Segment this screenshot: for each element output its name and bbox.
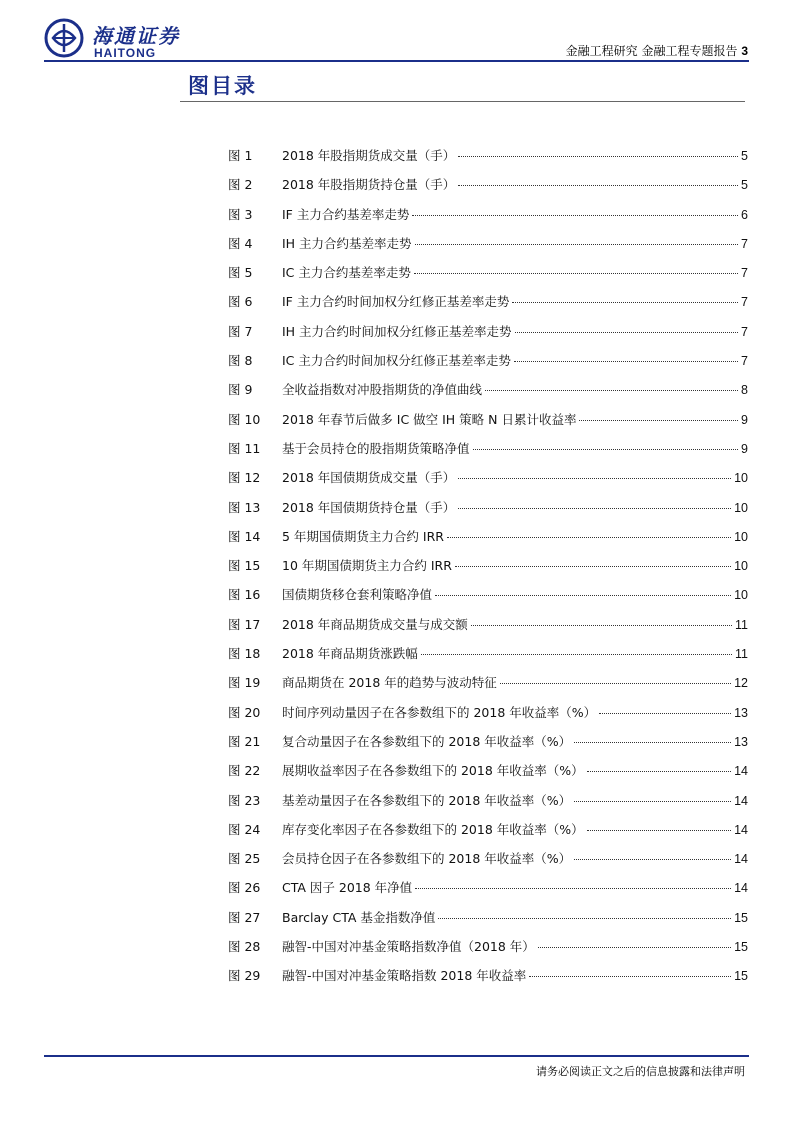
toc-page-number: 5 xyxy=(741,149,748,163)
toc-entry[interactable] xyxy=(228,263,748,292)
toc-entry[interactable] xyxy=(228,498,748,527)
toc-figure-label: 图 8 xyxy=(228,353,253,369)
toc-leader-dots xyxy=(587,771,731,772)
toc-figure-title: 基于会员持仓的股指期货策略净值 xyxy=(282,440,470,456)
toc-figure-label: 图 2 xyxy=(228,177,253,193)
toc-page-number: 7 xyxy=(741,295,748,310)
toc-page-number: 15 xyxy=(734,910,748,925)
toc-figure-label: 图 25 xyxy=(228,851,261,867)
toc-entry[interactable] xyxy=(228,849,748,878)
toc-figure-label: 图 14 xyxy=(228,528,261,544)
toc-entry[interactable] xyxy=(228,205,748,234)
toc-page-number: 15 xyxy=(734,969,748,984)
toc-entry[interactable] xyxy=(228,878,748,907)
toc-leader-dots xyxy=(514,361,738,362)
toc-page-number: 10 xyxy=(734,588,748,603)
toc-page-number: 8 xyxy=(741,383,748,398)
toc-page-number: 10 xyxy=(734,471,748,486)
toc-page-number: 10 xyxy=(734,559,748,574)
toc-leader-dots xyxy=(447,537,731,538)
toc-entry[interactable] xyxy=(228,439,748,468)
toc-figure-title: 时间序列动量因子在各参数组下的 2018 年收益率（%） xyxy=(282,704,597,720)
toc-page-number: 14 xyxy=(734,793,748,808)
toc-entry[interactable] xyxy=(228,644,748,673)
haitong-logo xyxy=(44,18,204,62)
toc-figure-title: IC 主力合约基差率走势 xyxy=(282,265,411,281)
toc-entry[interactable] xyxy=(228,410,748,439)
toc-leader-dots xyxy=(435,595,731,596)
toc-figure-label: 图 19 xyxy=(228,675,261,691)
toc-page-number: 13 xyxy=(734,734,748,749)
toc-figure-title: 融智-中国对冲基金策略指数 2018 年收益率 xyxy=(282,968,527,984)
toc-leader-dots xyxy=(579,420,738,421)
toc-page-number: 12 xyxy=(734,676,748,691)
toc-entry[interactable] xyxy=(228,615,748,644)
toc-figure-title: 10 年期国债期货主力合约 IRR xyxy=(282,558,452,574)
toc-page-number: 9 xyxy=(741,412,748,427)
toc-leader-dots xyxy=(458,185,738,186)
report-header xyxy=(566,42,748,59)
toc-page-number: 6 xyxy=(741,207,748,222)
toc-page-number: 11 xyxy=(735,617,748,632)
toc-figure-title: 2018 年股指期货成交量（手） xyxy=(282,148,456,163)
toc-figure-title: 2018 年商品期货涨跌幅 xyxy=(282,646,418,662)
toc-figure-label: 图 21 xyxy=(228,733,261,749)
toc-entry[interactable] xyxy=(228,732,748,761)
toc-page-number: 7 xyxy=(741,324,748,339)
toc-leader-dots xyxy=(471,625,732,626)
toc-page-number: 10 xyxy=(734,500,748,515)
toc-figure-title: 全收益指数对冲股指期货的净值曲线 xyxy=(282,382,483,398)
toc-entry[interactable] xyxy=(228,322,748,351)
section-divider xyxy=(180,101,745,102)
toc-leader-dots xyxy=(587,830,731,831)
toc-figure-label: 图 18 xyxy=(228,646,261,662)
toc-leader-dots xyxy=(500,683,731,684)
toc-page-number: 14 xyxy=(734,764,748,779)
toc-figure-title: CTA 因子 2018 年净值 xyxy=(282,880,413,896)
haitong-logo-icon xyxy=(44,18,84,58)
toc-leader-dots xyxy=(473,449,739,450)
toc-leader-dots xyxy=(599,713,731,714)
toc-figure-label: 图 26 xyxy=(228,880,261,896)
toc-page-number: 14 xyxy=(734,881,748,896)
toc-figure-label: 图 4 xyxy=(228,235,253,251)
footer-divider xyxy=(44,1055,749,1057)
toc-figure-label: 图 16 xyxy=(228,587,261,603)
toc-figure-label: 图 7 xyxy=(228,323,253,339)
toc-leader-dots xyxy=(415,244,738,245)
toc-page-number: 14 xyxy=(734,852,748,867)
toc-figure-title: 2018 年商品期货成交量与成交额 xyxy=(282,616,468,632)
toc-entry[interactable] xyxy=(228,820,748,849)
toc-leader-dots xyxy=(574,801,731,802)
toc-entry[interactable] xyxy=(228,585,748,614)
toc-entry[interactable] xyxy=(228,673,748,702)
toc-leader-dots xyxy=(414,273,738,274)
report-type: 金融工程研究 xyxy=(565,44,638,58)
toc-figure-title: 2018 年春节后做多 IC 做空 IH 策略 N 日累计收益率 xyxy=(282,411,577,427)
toc-figure-label: 图 23 xyxy=(228,792,261,808)
toc-figure-title: 2018 年国债期货成交量（手） xyxy=(282,470,456,486)
toc-leader-dots xyxy=(485,390,738,391)
toc-figure-label: 图 3 xyxy=(228,206,253,222)
toc-leader-dots xyxy=(458,478,731,479)
toc-leader-dots xyxy=(529,976,731,977)
toc-figure-title: 融智-中国对冲基金策略指数净值（2018 年） xyxy=(282,939,535,955)
toc-figure-title: IF 主力合约基差率走势 xyxy=(282,206,410,222)
toc-page-number: 14 xyxy=(734,822,748,837)
toc-figure-label: 图 11 xyxy=(228,440,261,456)
figure-list xyxy=(228,146,748,996)
toc-figure-label: 图 15 xyxy=(228,558,261,574)
toc-leader-dots xyxy=(538,947,731,948)
toc-figure-label: 图 1 xyxy=(228,148,253,163)
logo-english-name: HAITONG xyxy=(94,46,157,60)
toc-page-number: 13 xyxy=(734,705,748,720)
toc-figure-label: 图 22 xyxy=(228,763,261,779)
toc-leader-dots xyxy=(458,508,731,509)
toc-figure-title: 库存变化率因子在各参数组下的 2018 年收益率（%） xyxy=(282,821,584,837)
report-subtype: 金融工程专题报告 xyxy=(641,44,738,58)
toc-figure-title: IC 主力合约时间加权分红修正基差率走势 xyxy=(282,353,511,369)
toc-figure-title: 国债期货移仓套利策略净值 xyxy=(282,587,433,603)
toc-leader-dots xyxy=(512,302,738,303)
toc-figure-label: 图 6 xyxy=(228,294,253,310)
toc-figure-title: 基差动量因子在各参数组下的 2018 年收益率（%） xyxy=(282,792,572,808)
toc-figure-label: 图 24 xyxy=(228,821,261,837)
toc-figure-label: 图 29 xyxy=(228,968,261,984)
toc-figure-title: 商品期货在 2018 年的趋势与波动特征 xyxy=(282,675,497,691)
toc-figure-title: 2018 年股指期货持仓量（手） xyxy=(282,177,456,193)
toc-page-number: 7 xyxy=(741,236,748,251)
footer-disclaimer: 请务必阅读正文之后的信息披露和法律声明 xyxy=(536,1065,745,1078)
toc-figure-title: 2018 年国债期货持仓量（手） xyxy=(282,499,456,515)
toc-leader-dots xyxy=(415,888,731,889)
toc-leader-dots xyxy=(574,742,731,743)
toc-page-number: 9 xyxy=(741,441,748,456)
toc-page-number: 7 xyxy=(741,266,748,281)
toc-entry[interactable] xyxy=(228,703,748,732)
toc-page-number: 5 xyxy=(741,178,748,193)
toc-entry[interactable] xyxy=(228,380,748,409)
toc-entry[interactable] xyxy=(228,966,748,995)
toc-leader-dots xyxy=(412,215,738,216)
toc-figure-title: Barclay CTA 基金指数净值 xyxy=(282,909,436,925)
toc-figure-title: 会员持仓因子在各参数组下的 2018 年收益率（%） xyxy=(282,851,572,867)
toc-page-number: 15 xyxy=(734,940,748,955)
toc-entry[interactable] xyxy=(228,351,748,380)
toc-entry[interactable] xyxy=(228,234,748,263)
page-number: 3 xyxy=(741,44,748,58)
toc-figure-title: 复合动量因子在各参数组下的 2018 年收益率（%） xyxy=(282,733,572,749)
toc-figure-title: IH 主力合约时间加权分红修正基差率走势 xyxy=(282,323,512,339)
toc-entry[interactable] xyxy=(228,146,748,175)
toc-figure-label: 图 12 xyxy=(228,470,261,486)
toc-figure-label: 图 27 xyxy=(228,909,261,925)
toc-page-number: 10 xyxy=(734,529,748,544)
toc-leader-dots xyxy=(574,859,731,860)
toc-figure-label: 图 10 xyxy=(228,411,261,427)
logo-chinese-name: 海通证券 xyxy=(92,24,180,48)
toc-figure-title: IH 主力合约基差率走势 xyxy=(282,235,412,251)
toc-entry[interactable] xyxy=(228,908,748,937)
toc-figure-label: 图 13 xyxy=(228,499,261,515)
section-title: 图目录 xyxy=(188,74,257,98)
toc-figure-label: 图 17 xyxy=(228,616,261,632)
header-divider xyxy=(44,60,749,62)
toc-figure-label: 图 5 xyxy=(228,265,253,281)
toc-leader-dots xyxy=(438,918,731,919)
toc-page-number: 11 xyxy=(735,647,748,662)
toc-figure-label: 图 20 xyxy=(228,704,261,720)
toc-entry[interactable] xyxy=(228,175,748,204)
toc-entry[interactable] xyxy=(228,527,748,556)
toc-leader-dots xyxy=(455,566,731,567)
toc-leader-dots xyxy=(421,654,732,655)
toc-entry[interactable] xyxy=(228,937,748,966)
toc-figure-title: 5 年期国债期货主力合约 IRR xyxy=(282,528,444,544)
toc-page-number: 7 xyxy=(741,354,748,369)
toc-entry[interactable] xyxy=(228,292,748,321)
toc-figure-label: 图 9 xyxy=(228,382,253,398)
toc-figure-title: 展期收益率因子在各参数组下的 2018 年收益率（%） xyxy=(282,763,584,779)
toc-entry[interactable] xyxy=(228,791,748,820)
toc-entry[interactable] xyxy=(228,468,748,497)
toc-figure-title: IF 主力合约时间加权分红修正基差率走势 xyxy=(282,294,510,310)
toc-leader-dots xyxy=(515,332,738,333)
toc-entry[interactable] xyxy=(228,556,748,585)
toc-leader-dots xyxy=(458,156,738,157)
toc-figure-label: 图 28 xyxy=(228,939,261,955)
toc-entry[interactable] xyxy=(228,761,748,790)
